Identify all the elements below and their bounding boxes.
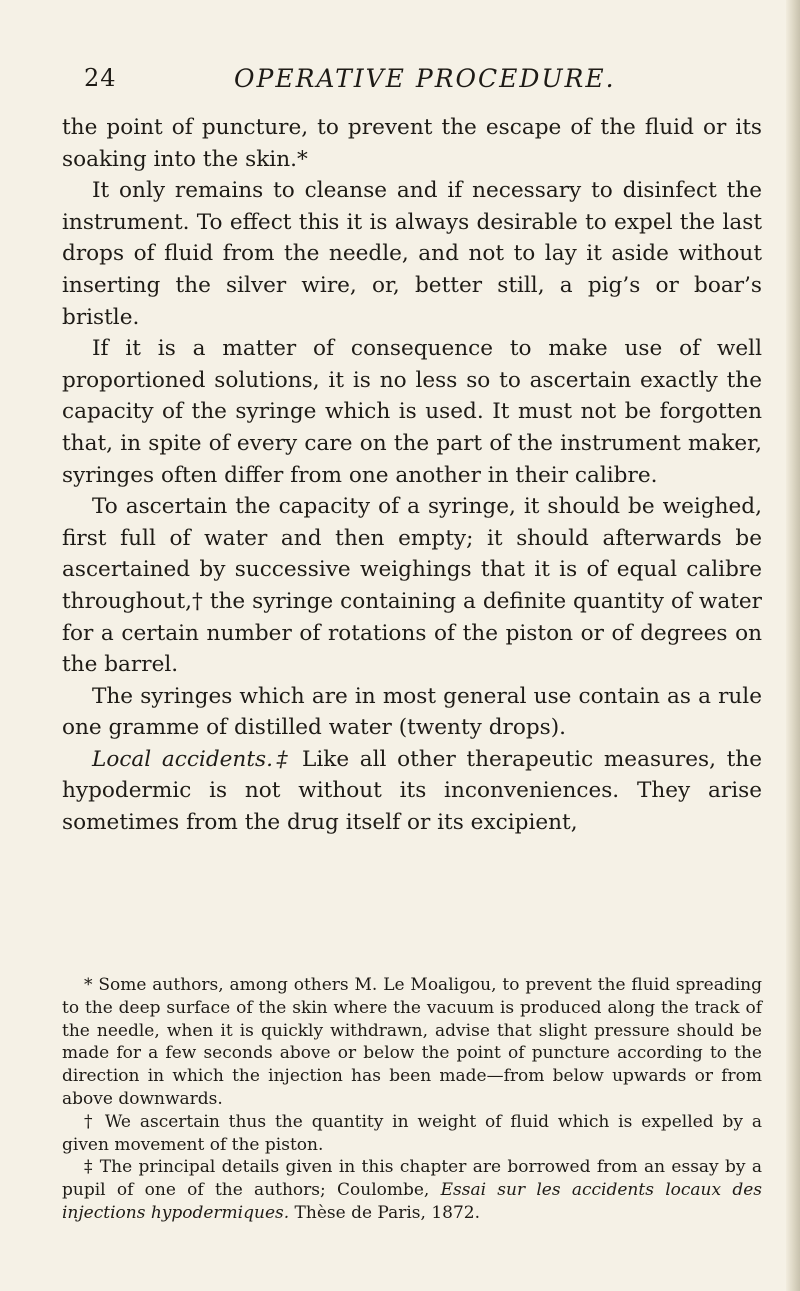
page-number: 24	[84, 64, 117, 92]
running-head: OPERATIVE PROCEDURE.	[234, 64, 616, 93]
paragraph-local-accidents	[62, 744, 762, 839]
footnote-double-dagger	[62, 1156, 762, 1224]
paragraph-cleanse: It only remains to cleanse and if necessary to disinfect the instrument. To effect this it is always desirable to expel the last drops of fluid from the needle, and not to lay it aside without inserting the silver wire, or, better still, a pig’s or boar’s bristle.	[62, 178, 762, 330]
footnote-essay-title: Essai sur les accidents locaux des injections hypodermiques.	[62, 1180, 762, 1223]
paragraph-syringes: The syringes which are in most general use contain as a rule one gramme of distilled water (twenty drops).	[62, 683, 762, 741]
paragraph-capacity: If it is a matter of consequence to make use of well proportioned solutions, it is no less so to ascertain exactly the capacity of the syringe which is used. It must not be forgotten that, in spite of every care on the part of the instrument maker, syringes often differ from one another in their calibre.	[62, 336, 762, 488]
footnote-double-dagger-post: Thèse de Paris, 1872.	[289, 1202, 481, 1223]
page-header	[84, 64, 724, 104]
footnote-double-dagger-pre: ‡ The principal details given in this chapter are borrowed from an essay by a pupil of one of the authors; Coulombe,	[62, 1157, 762, 1201]
section-lead-local-accidents: Local accidents.‡	[92, 746, 292, 772]
body-text	[62, 112, 762, 839]
paragraph-local-accidents-text: Like all other therapeutic measures, the hypodermic is not without its inconveniences. They arise sometimes from the drug itself or its excipient,	[62, 746, 762, 836]
footnotes	[62, 974, 762, 1225]
paragraph-ascertain: To ascertain the capacity of a syringe, it should be weighed, first full of water and then empty; it should afterwards be ascertained by successive weighings that it is of equal calibre throughout,† the syringe containing a definite quantity of water for a certain number of rotations of the piston or of degrees on the barrel.	[62, 494, 762, 678]
footnote-dagger: † We ascertain thus the quantity in weight of fluid which is expelled by a given movement of the piston.	[62, 1111, 762, 1155]
footnote-asterisk: * Some authors, among others M. Le Moaligou, to prevent the fluid spreading to the deep surface of the skin where the vacuum is produced along the track of the needle, when it is quickly withdrawn, advise that slight pressure should be made for a few seconds above or below the point of puncture according to the direction in which the injection has been made—from below upwards or from above downwards.	[62, 975, 762, 1109]
page-spine-edge	[786, 0, 800, 1291]
paragraph-continuation: the point of puncture, to prevent the escape of the fluid or its soaking into the skin.*	[62, 115, 762, 172]
